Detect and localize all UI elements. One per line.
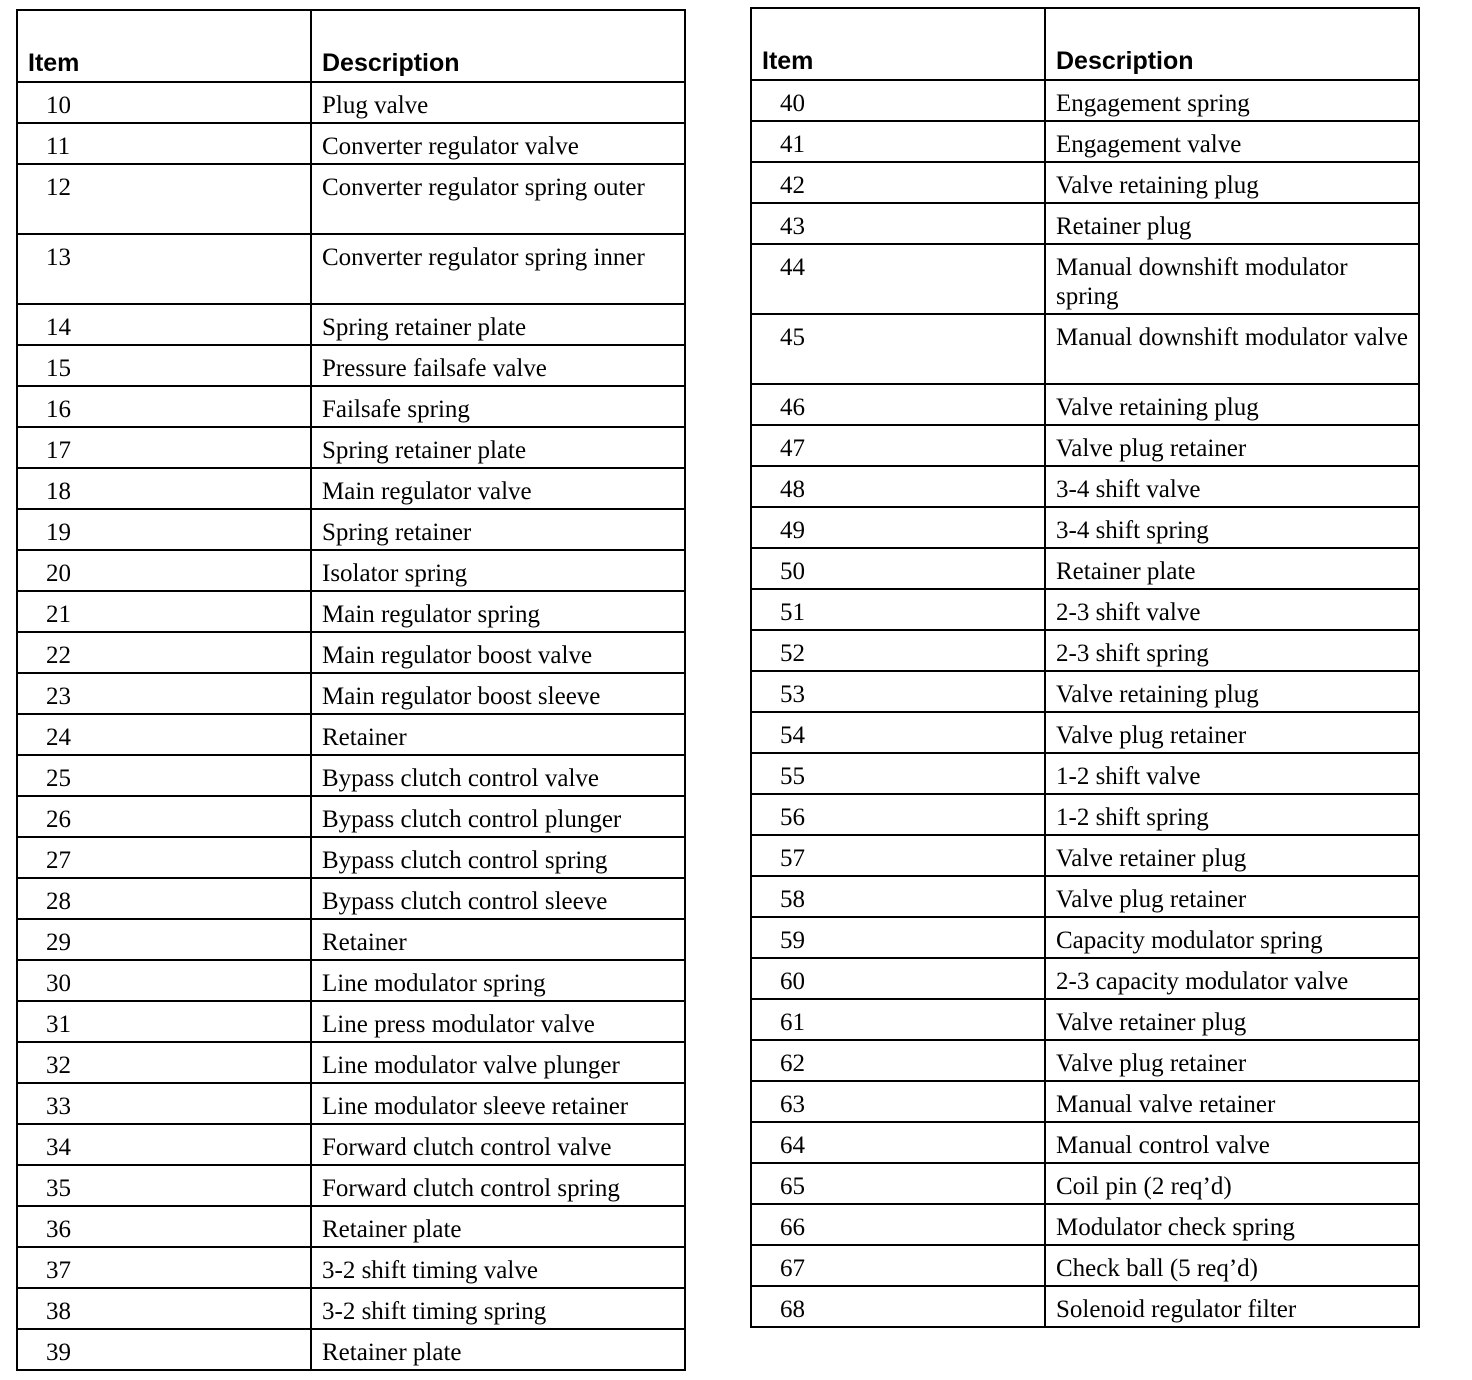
table-row: [752, 243, 1418, 313]
table-row: [752, 588, 1418, 629]
item-number: 66: [752, 1205, 1046, 1244]
item-description: Main regulator spring: [322, 601, 541, 628]
item-number: 14: [18, 305, 312, 344]
item-number: 44: [752, 245, 1046, 313]
table-row: [18, 467, 684, 508]
item-description: Manual downshift modulator spring: [1056, 254, 1348, 310]
item-number: 31: [18, 1002, 312, 1041]
item-number: 27: [18, 838, 312, 877]
item-description: Pressure failsafe valve: [322, 355, 547, 382]
table-row: [752, 383, 1418, 424]
item-number: 28: [18, 879, 312, 918]
item-number: 65: [752, 1164, 1046, 1203]
item-number: 36: [18, 1207, 312, 1246]
item-description: Retainer plate: [322, 1216, 462, 1243]
item-description: Spring retainer plate: [322, 437, 527, 464]
table-row: [18, 631, 684, 672]
item-description: Spring retainer: [322, 519, 472, 546]
item-number: 67: [752, 1246, 1046, 1285]
table-row: [18, 1000, 684, 1041]
table-row: [752, 547, 1418, 588]
item-number: 33: [18, 1084, 312, 1123]
item-description: Bypass clutch control spring: [322, 847, 608, 874]
parts-table-left: [16, 9, 686, 1371]
item-description: 1-2 shift valve: [1056, 763, 1201, 790]
item-number: 30: [18, 961, 312, 1000]
table-row: [752, 793, 1418, 834]
table-row: [752, 1203, 1418, 1244]
table-row: [18, 1082, 684, 1123]
table-row: [18, 303, 684, 344]
table-row: [752, 424, 1418, 465]
item-description: Retainer plug: [1056, 213, 1192, 240]
item-number: 29: [18, 920, 312, 959]
parts-table-right: [750, 7, 1420, 1328]
table-row: [752, 875, 1418, 916]
item-description: Bypass clutch control sleeve: [322, 888, 608, 915]
item-description: Valve retaining plug: [1056, 681, 1259, 708]
item-number: 49: [752, 508, 1046, 547]
table-row: [752, 834, 1418, 875]
table-row: [18, 1205, 684, 1246]
table-row: [18, 1123, 684, 1164]
table-row: [752, 711, 1418, 752]
item-description: Forward clutch control spring: [322, 1175, 620, 1202]
table-row: [752, 202, 1418, 243]
table-row: [18, 959, 684, 1000]
item-description: Main regulator valve: [322, 478, 532, 505]
item-description: Line modulator valve plunger: [322, 1052, 620, 1079]
item-description: Spring retainer plate: [322, 314, 527, 341]
item-description: Converter regulator spring inner: [322, 244, 645, 271]
item-number: 10: [18, 83, 312, 122]
table-row: [18, 549, 684, 590]
item-description: Forward clutch control valve: [322, 1134, 612, 1161]
table-row: [752, 629, 1418, 670]
table-row: [752, 1039, 1418, 1080]
item-number: 63: [752, 1082, 1046, 1121]
item-number: 11: [18, 124, 312, 163]
item-number: 16: [18, 387, 312, 426]
item-description: 2-3 capacity modulator valve: [1056, 968, 1349, 995]
item-number: 15: [18, 346, 312, 385]
item-description: Main regulator boost valve: [322, 642, 593, 669]
item-description: Valve retaining plug: [1056, 394, 1259, 421]
item-number: 39: [18, 1330, 312, 1369]
table-header-row: [18, 11, 684, 81]
item-number: 51: [752, 590, 1046, 629]
item-description: Engagement valve: [1056, 131, 1242, 158]
table-row: [752, 916, 1418, 957]
table-row: [752, 465, 1418, 506]
item-description: Line modulator spring: [322, 970, 546, 997]
item-number: 26: [18, 797, 312, 836]
item-number: 18: [18, 469, 312, 508]
item-description: Engagement spring: [1056, 90, 1250, 117]
item-number: 25: [18, 756, 312, 795]
item-description: Converter regulator spring outer: [322, 174, 645, 201]
item-description: 3-2 shift timing spring: [322, 1298, 547, 1325]
table-row: [18, 1287, 684, 1328]
table-row: [18, 754, 684, 795]
item-number: 62: [752, 1041, 1046, 1080]
item-description: Check ball (5 req’d): [1056, 1255, 1259, 1282]
item-description: 2-3 shift spring: [1056, 640, 1209, 667]
table-row: [18, 233, 684, 303]
item-description: Retainer plate: [322, 1339, 462, 1366]
item-description: Manual control valve: [1056, 1132, 1270, 1159]
item-number: 54: [752, 713, 1046, 752]
item-number: 13: [18, 235, 312, 303]
item-number: 45: [752, 315, 1046, 383]
item-description: Valve retainer plug: [1056, 1009, 1247, 1036]
table-row: [18, 1246, 684, 1287]
item-description: 2-3 shift valve: [1056, 599, 1201, 626]
item-number: 41: [752, 122, 1046, 161]
table-row: [18, 508, 684, 549]
item-description: Capacity modulator spring: [1056, 927, 1323, 954]
table-row: [752, 1285, 1418, 1326]
item-description: Valve plug retainer: [1056, 886, 1247, 913]
header-item: Item: [752, 9, 1046, 79]
item-description: Retainer plate: [1056, 558, 1196, 585]
table-row: [18, 836, 684, 877]
table-row: [752, 998, 1418, 1039]
item-description: Line modulator sleeve retainer: [322, 1093, 629, 1120]
item-number: 50: [752, 549, 1046, 588]
item-description: Valve plug retainer: [1056, 1050, 1247, 1077]
table-row: [18, 918, 684, 959]
item-description: Coil pin (2 req’d): [1056, 1173, 1232, 1200]
item-number: 24: [18, 715, 312, 754]
item-number: 53: [752, 672, 1046, 711]
table-row: [752, 1244, 1418, 1285]
item-description: Converter regulator valve: [322, 133, 579, 160]
table-row: [18, 1041, 684, 1082]
item-number: 48: [752, 467, 1046, 506]
item-description: 3-2 shift timing valve: [322, 1257, 538, 1284]
item-description: Bypass clutch control valve: [322, 765, 600, 792]
item-description: Modulator check spring: [1056, 1214, 1295, 1241]
table-row: [18, 795, 684, 836]
item-number: 21: [18, 592, 312, 631]
item-description: Retainer: [322, 724, 407, 751]
item-description: Failsafe spring: [322, 396, 470, 423]
table-row: [752, 506, 1418, 547]
item-number: 47: [752, 426, 1046, 465]
item-number: 64: [752, 1123, 1046, 1162]
item-description: Manual downshift modulator valve: [1056, 324, 1409, 351]
table-row: [18, 590, 684, 631]
item-description: Manual valve retainer: [1056, 1091, 1276, 1118]
table-row: [752, 957, 1418, 998]
table-row: [18, 426, 684, 467]
item-number: 58: [752, 877, 1046, 916]
table-row: [752, 1162, 1418, 1203]
table-row: [752, 120, 1418, 161]
item-description: Plug valve: [322, 92, 429, 119]
item-number: 17: [18, 428, 312, 467]
item-number: 23: [18, 674, 312, 713]
item-number: 60: [752, 959, 1046, 998]
item-description: Valve retaining plug: [1056, 172, 1259, 199]
item-number: 34: [18, 1125, 312, 1164]
item-number: 55: [752, 754, 1046, 793]
item-number: 32: [18, 1043, 312, 1082]
item-description: 1-2 shift spring: [1056, 804, 1209, 831]
item-number: 12: [18, 165, 312, 233]
item-number: 56: [752, 795, 1046, 834]
table-row: [18, 1164, 684, 1205]
item-number: 38: [18, 1289, 312, 1328]
table-row: [752, 670, 1418, 711]
table-row: [18, 163, 684, 233]
table-row: [752, 1121, 1418, 1162]
item-description: Isolator spring: [322, 560, 468, 587]
item-number: 68: [752, 1287, 1046, 1326]
item-number: 59: [752, 918, 1046, 957]
table-row: [18, 1328, 684, 1369]
item-number: 22: [18, 633, 312, 672]
table-row: [18, 877, 684, 918]
item-number: 46: [752, 385, 1046, 424]
item-number: 61: [752, 1000, 1046, 1039]
table-row: [18, 713, 684, 754]
item-number: 35: [18, 1166, 312, 1205]
table-row: [18, 344, 684, 385]
table-row: [752, 752, 1418, 793]
item-number: 20: [18, 551, 312, 590]
table-row: [18, 385, 684, 426]
table-row: [18, 672, 684, 713]
header-description: Description: [1056, 47, 1194, 75]
item-number: 52: [752, 631, 1046, 670]
item-description: Retainer: [322, 929, 407, 956]
item-description: Main regulator boost sleeve: [322, 683, 601, 710]
item-number: 40: [752, 81, 1046, 120]
item-description: Bypass clutch control plunger: [322, 806, 622, 833]
header-item: Item: [18, 11, 312, 81]
table-row: [752, 79, 1418, 120]
item-description: Valve retainer plug: [1056, 845, 1247, 872]
item-description: Valve plug retainer: [1056, 722, 1247, 749]
table-row: [752, 313, 1418, 383]
table-header-row: [752, 9, 1418, 79]
item-description: Solenoid regulator filter: [1056, 1296, 1297, 1323]
item-description: Line press modulator valve: [322, 1011, 595, 1038]
table-row: [18, 122, 684, 163]
item-description: 3-4 shift valve: [1056, 476, 1201, 503]
item-description: 3-4 shift spring: [1056, 517, 1209, 544]
table-row: [752, 161, 1418, 202]
header-description: Description: [322, 49, 460, 77]
item-description: Valve plug retainer: [1056, 435, 1247, 462]
item-number: 19: [18, 510, 312, 549]
item-number: 43: [752, 204, 1046, 243]
table-row: [752, 1080, 1418, 1121]
table-row: [18, 81, 684, 122]
item-number: 42: [752, 163, 1046, 202]
item-number: 57: [752, 836, 1046, 875]
item-number: 37: [18, 1248, 312, 1287]
